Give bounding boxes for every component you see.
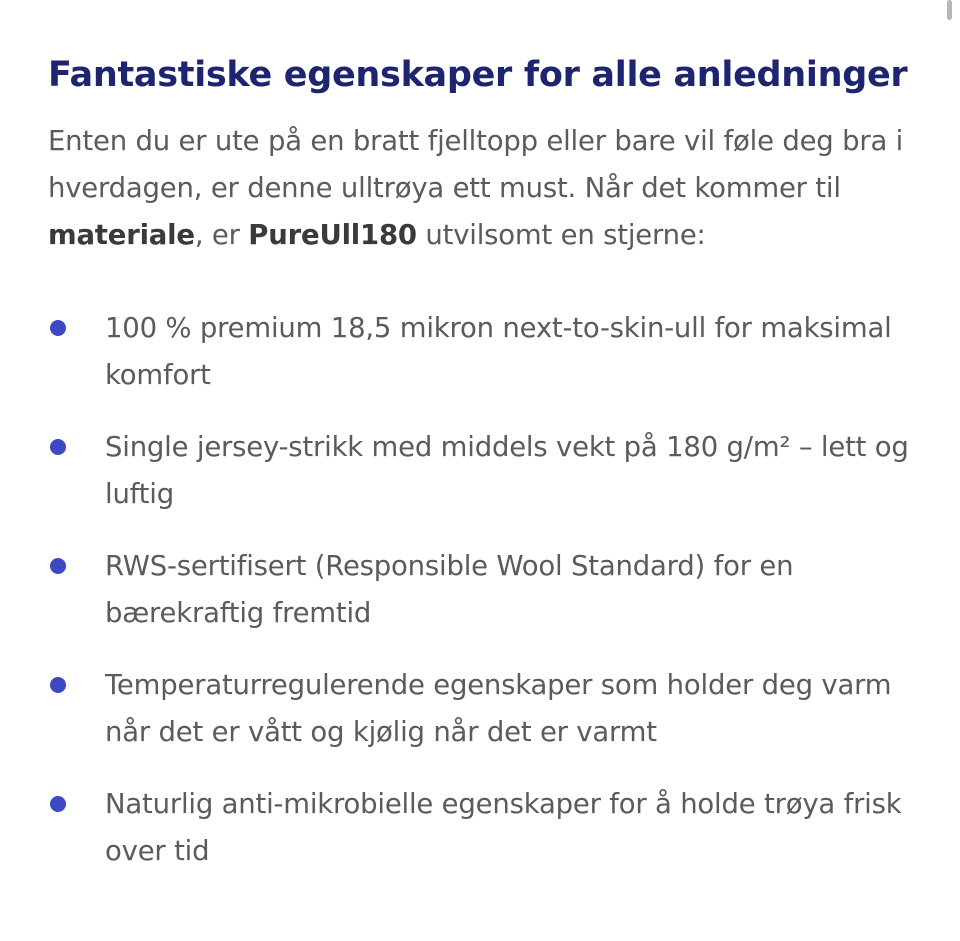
scrollbar-thumb[interactable] (947, 0, 952, 20)
section-heading: Fantastiske egenskaper for alle anledninger (48, 55, 908, 95)
feature-list (48, 305, 938, 875)
feature-text: Temperaturregulerende egenskaper som holder deg varm når det er vått og kjølig når det er varmt (105, 669, 892, 748)
feature-text: 100 % premium 18,5 mikron next-to-skin-ull for maksimal komfort (105, 312, 892, 391)
bullet-dot-icon (50, 439, 66, 455)
bullet-dot-icon (50, 677, 66, 693)
intro-paragraph (48, 118, 938, 259)
intro-text-part3: utvilsomt en stjerne: (416, 219, 706, 251)
bullet-dot-icon (50, 558, 66, 574)
feature-item (48, 305, 938, 399)
product-feature-section (48, 50, 938, 900)
feature-item (48, 424, 938, 518)
feature-item (48, 543, 938, 637)
feature-text: RWS-sertifisert (Responsible Wool Standard) for en bærekraftig fremtid (105, 550, 794, 629)
feature-text: Single jersey-strikk med middels vekt på 180 g/m² – lett og luftig (105, 431, 909, 510)
feature-item (48, 781, 938, 875)
bullet-dot-icon (50, 796, 66, 812)
feature-item (48, 662, 938, 756)
bullet-dot-icon (50, 320, 66, 336)
intro-text-part2: , er (194, 219, 249, 251)
intro-bold-material: materiale (48, 219, 195, 251)
feature-text: Naturlig anti-mikrobielle egenskaper for å holde trøya frisk over tid (105, 788, 902, 867)
intro-text-part1: Enten du er ute på en bratt fjelltopp eller bare vil føle deg bra i hverdagen, er denne ulltrøya ett must. Når det kommer til (48, 125, 904, 204)
intro-bold-product-name: PureUll180 (248, 219, 417, 251)
